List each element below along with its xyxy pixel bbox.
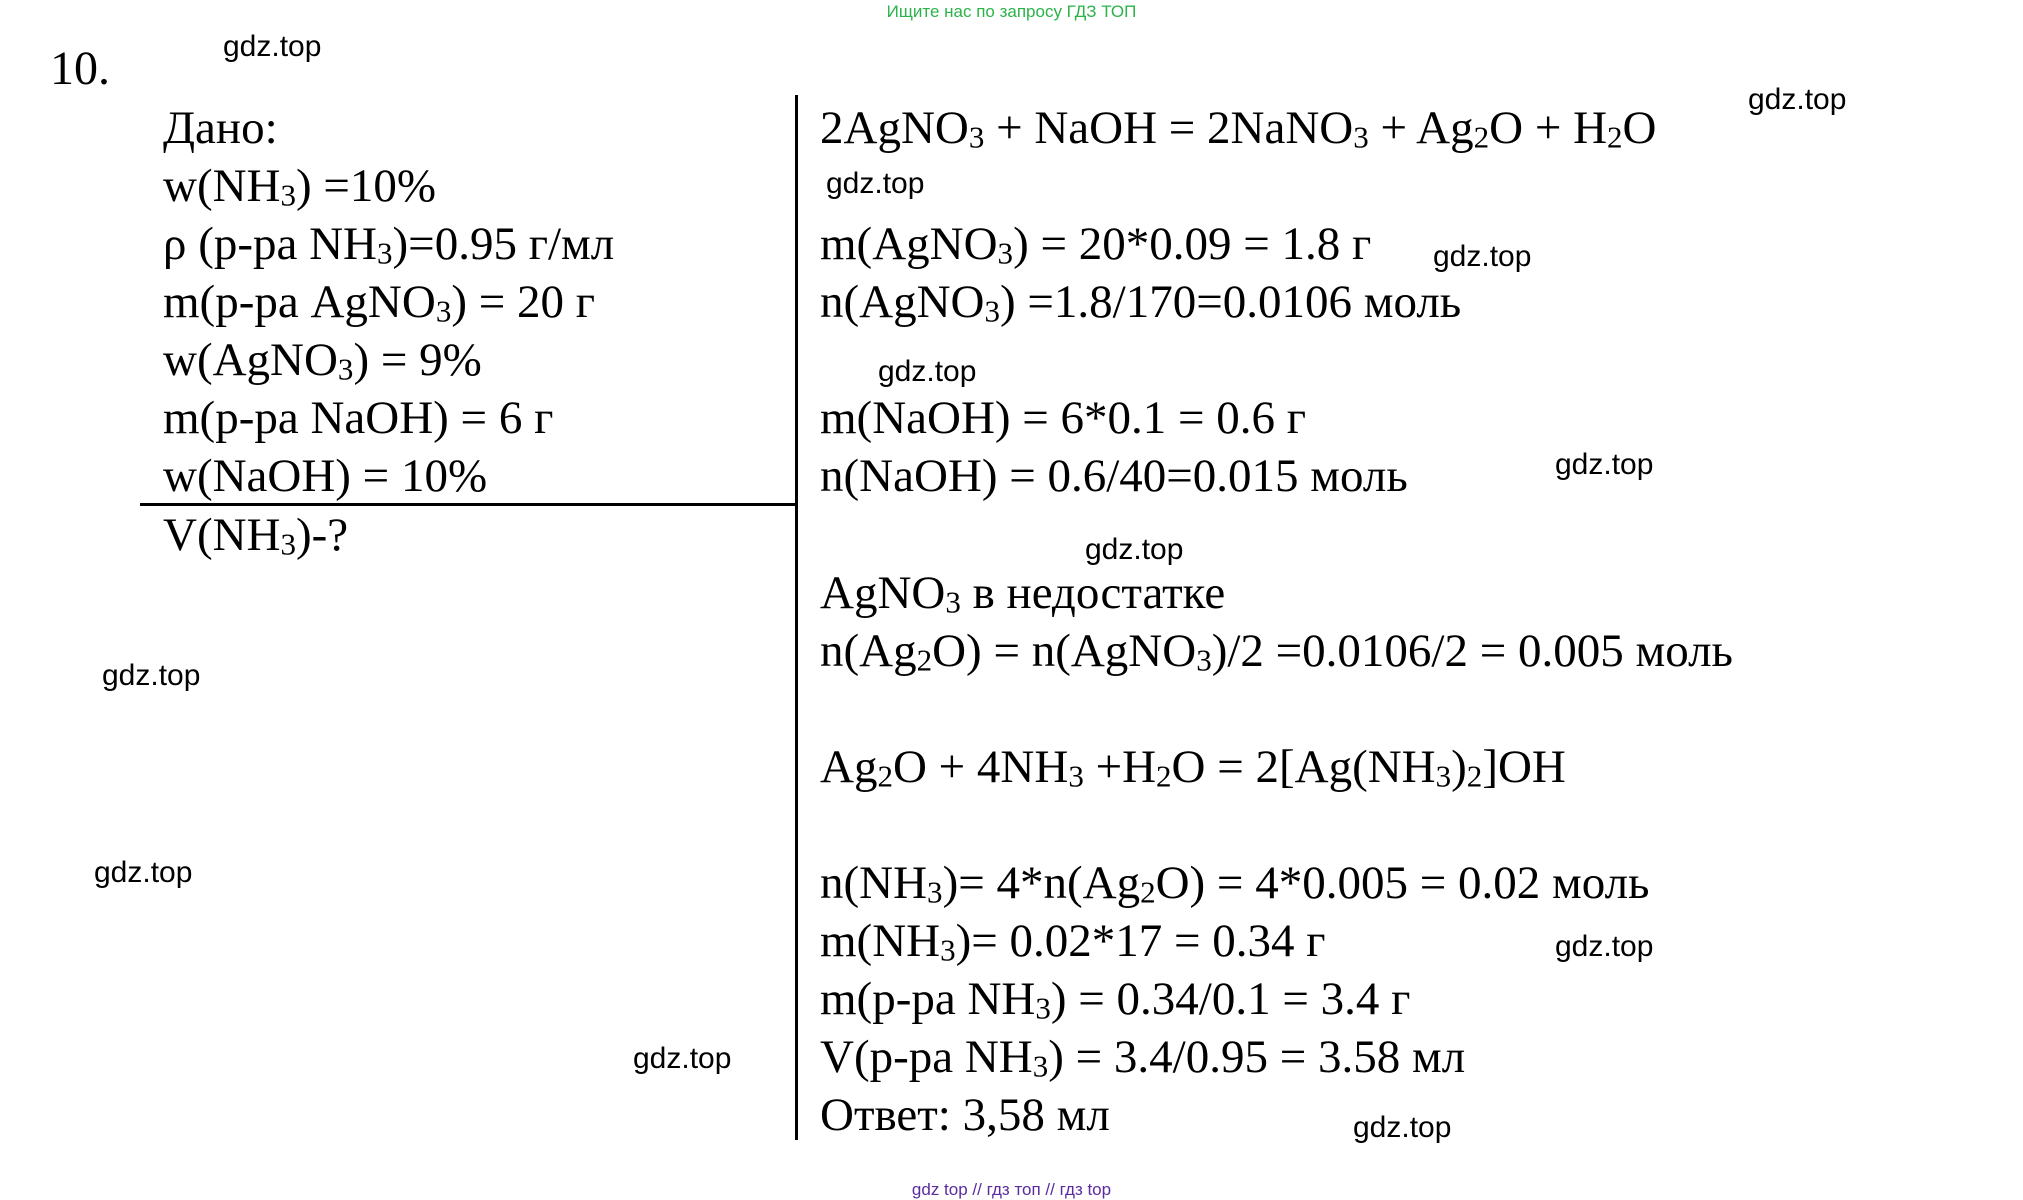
problem-number: 10. <box>50 42 110 95</box>
formula-text: w(NH <box>163 160 281 212</box>
formula-text: V(р-ра NH <box>820 1031 1033 1083</box>
formula-text: O + 4NH <box>892 741 1069 793</box>
watermark: gdz.top <box>826 167 925 200</box>
given-divider-line <box>140 503 797 506</box>
formula-text: m(NaOH) = 6*0.1 = 0.6 г <box>820 392 1307 444</box>
subscript: 2 <box>916 642 933 678</box>
given-header: Дано: <box>163 102 278 154</box>
subscript: 3 <box>1032 1048 1049 1084</box>
formula-text: m(р-ра NH <box>820 973 1036 1025</box>
formula-text: ) = 0.34/0.1 = 3.4 г <box>1050 973 1411 1025</box>
given-line <box>163 216 614 272</box>
reaction-equation <box>820 100 1656 156</box>
formula-text: Ag <box>820 741 878 793</box>
complex-equation <box>820 739 1566 795</box>
watermark: gdz.top <box>94 856 193 889</box>
formula-text: n(AgNO <box>820 276 985 328</box>
formula-text: O) = n(AgNO <box>932 625 1197 677</box>
formula-text: 2AgNO <box>820 102 969 154</box>
subscript: 2 <box>1466 758 1483 794</box>
formula-text: m(NH <box>820 915 941 967</box>
solution-line <box>820 216 1371 272</box>
subscript: 3 <box>337 351 354 387</box>
watermark: gdz.top <box>1748 83 1847 116</box>
formula-text: O = 2[Ag(NH <box>1171 741 1436 793</box>
formula-text: m(р-ра NaOH) = 6 г <box>163 392 554 444</box>
watermark: gdz.top <box>1085 533 1184 566</box>
subscript: 2 <box>877 758 893 794</box>
formula-text: ) = 20 г <box>451 276 596 328</box>
formula-text: ) =1.8/170=0.0106 моль <box>1000 276 1462 328</box>
formula-text: AgNO <box>820 567 946 619</box>
subscript: 3 <box>927 874 943 910</box>
formula-text: Ответ: 3,58 мл <box>820 1089 1110 1141</box>
formula-text: +H <box>1083 741 1157 793</box>
subscript: 3 <box>280 526 296 562</box>
subscript: 3 <box>968 119 985 155</box>
top-banner: Ищите нас по запросу ГДЗ ТОП <box>886 2 1137 21</box>
watermark: gdz.top <box>878 355 977 388</box>
subscript: 3 <box>377 235 393 271</box>
formula-text: )= 4*n(Ag <box>942 857 1141 909</box>
formula-text: )= 0.02*17 = 0.34 г <box>955 915 1326 967</box>
solution-line <box>820 565 1225 621</box>
solution-line <box>820 1029 1465 1085</box>
find-line <box>163 507 348 563</box>
subscript: 2 <box>1607 119 1623 155</box>
formula-text: ) = 3.4/0.95 = 3.58 мл <box>1048 1031 1466 1083</box>
formula-text: O <box>1622 102 1657 154</box>
solution-line <box>820 971 1410 1027</box>
formula-text: V(NH <box>163 509 281 561</box>
watermark: gdz.top <box>633 1042 732 1075</box>
formula-text: w(NaOH) = 10% <box>163 450 488 502</box>
given-line <box>163 274 595 330</box>
formula-text: ) = 20*0.09 = 1.8 г <box>1013 218 1372 270</box>
subscript: 3 <box>1035 990 1051 1026</box>
watermark: gdz.top <box>1433 240 1532 273</box>
subscript: 3 <box>1196 642 1212 678</box>
formula-text: )=0.95 г/мл <box>392 218 615 270</box>
subscript: 3 <box>280 177 296 213</box>
solution-line <box>820 390 1306 446</box>
subscript: 3 <box>997 235 1014 271</box>
footer-links: gdz top // гдз топ // гдз top <box>911 1180 1112 1199</box>
subscript: 3 <box>984 293 1000 329</box>
solution-line <box>820 855 1649 911</box>
formula-text: ) = 9% <box>353 334 482 386</box>
formula-text: n(NaOH) = 0.6/40=0.015 моль <box>820 450 1408 502</box>
watermark: gdz.top <box>1555 930 1654 963</box>
formula-text: + NaOH = 2NaNO <box>984 102 1354 154</box>
formula-text: )-? <box>296 509 349 561</box>
formula-text: ρ (р-ра NH <box>163 218 378 270</box>
solution-line <box>820 623 1733 679</box>
watermark: gdz.top <box>1555 448 1654 481</box>
formula-text: ]OH <box>1482 741 1566 793</box>
formula-text: )/2 =0.0106/2 = 0.005 моль <box>1211 625 1733 677</box>
subscript: 2 <box>1473 119 1490 155</box>
formula-text: n(NH <box>820 857 928 909</box>
solution-line <box>820 913 1326 969</box>
given-line <box>163 158 436 214</box>
formula-text: m(AgNO <box>820 218 998 270</box>
watermark: gdz.top <box>102 659 201 692</box>
formula-text: O) = 4*0.005 = 0.02 моль <box>1155 857 1650 909</box>
formula-text: n(Ag <box>820 625 917 677</box>
formula-text: m(р-ра AgNO <box>163 276 436 328</box>
column-divider-line <box>795 95 798 1140</box>
subscript: 2 <box>1156 758 1172 794</box>
formula-text: ) =10% <box>296 160 437 212</box>
subscript: 3 <box>435 293 452 329</box>
subscript: 3 <box>940 932 956 968</box>
subscript: 2 <box>1140 874 1156 910</box>
subscript: 3 <box>1435 758 1452 794</box>
solution-line <box>820 274 1461 330</box>
solution-line <box>820 448 1408 504</box>
formula-text: ) <box>1451 741 1467 793</box>
given-line <box>163 390 553 446</box>
subscript: 3 <box>1353 119 1369 155</box>
watermark: gdz.top <box>223 30 322 63</box>
given-line <box>163 332 482 388</box>
answer-line <box>820 1087 1110 1143</box>
formula-text: O + H <box>1489 102 1608 154</box>
subscript: 3 <box>945 584 961 620</box>
formula-text: в недостатке <box>960 567 1226 619</box>
subscript: 3 <box>1068 758 1084 794</box>
given-line <box>163 448 487 504</box>
formula-text: w(AgNO <box>163 334 338 386</box>
formula-text: + Ag <box>1368 102 1474 154</box>
watermark: gdz.top <box>1353 1111 1452 1144</box>
